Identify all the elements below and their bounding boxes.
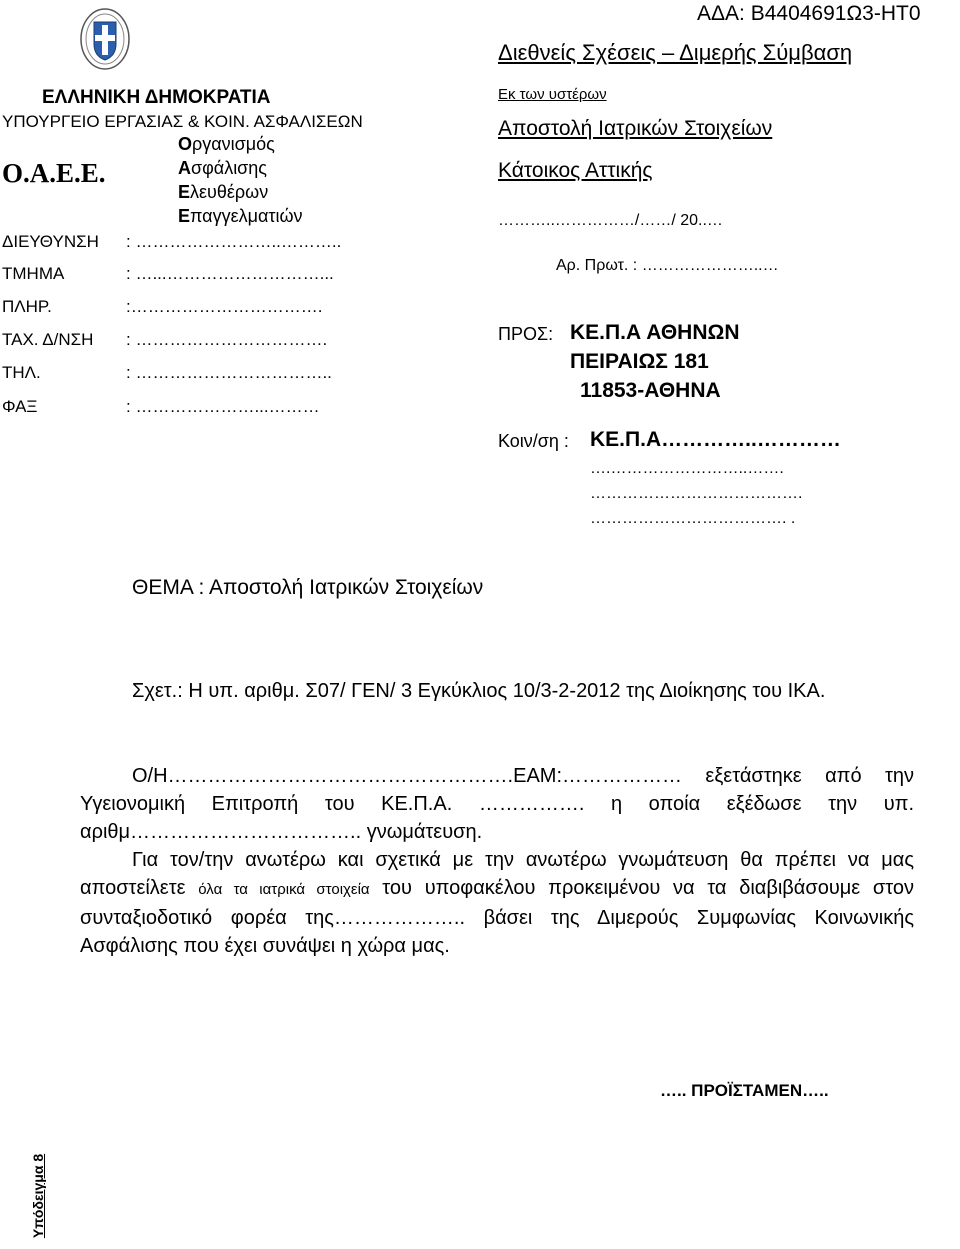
field-label-address: ΤΑΧ. Δ/ΝΣΗ bbox=[2, 330, 94, 349]
recipient-line-1: ΚΕ.Π.Α ΑΘΗΝΩΝ bbox=[570, 321, 740, 344]
cc-label: Κοιν/ση : bbox=[498, 431, 569, 451]
signature-title: ….. ΠΡΟΪΣΤΑΜΕΝ….. bbox=[660, 1081, 829, 1100]
recipient-line-2: ΠΕΙΡΑΙΩΣ 181 bbox=[570, 350, 709, 373]
field-label-department: ΤΜΗΜΑ bbox=[2, 264, 65, 283]
cc-dots-line-2: …………………………………. bbox=[590, 485, 803, 502]
ada-code: ΑΔΑ: Β4404691Ω3-ΗΤ0 bbox=[697, 2, 921, 25]
doc-subject-line: Αποστολή Ιατρικών Στοιχείων bbox=[498, 117, 773, 140]
org-initial-e2: Ε bbox=[178, 206, 191, 226]
org-name-line-4 bbox=[178, 206, 303, 227]
field-value-directorate: : ……………………..……….. bbox=[126, 232, 342, 251]
paragraph-2-small-text: όλα τα ιατρικά στοιχεία bbox=[198, 881, 370, 898]
resident-area: Κάτοικος Αττικής bbox=[498, 159, 653, 182]
letter-body bbox=[80, 762, 914, 960]
paragraph-2-part-a: Για τον/την ανωτέρω και σχετικά με την ανωτέρω γνωμάτευση θα πρέπει να μας αποστείλετε bbox=[80, 849, 914, 899]
template-side-label: Υπόδειγμα 8 bbox=[30, 1153, 46, 1239]
field-value-phone: : …………………………….. bbox=[126, 363, 332, 382]
greek-emblem-icon bbox=[80, 8, 130, 70]
org-abbreviation: Ο.Α.Ε.Ε. bbox=[2, 158, 106, 188]
field-value-department: : …...………………………... bbox=[126, 264, 334, 283]
paragraph-1: Ο/Η…………………………………………….ΕΑΜ:……………… εξετάστηκε από την Υγειονομική Επιτροπή του ΚΕ.Π.Α. ……………. η οποία εξέδωσε την υπ. αριθμ…………………………….. γνωμάτευση. bbox=[80, 765, 914, 843]
recipient-label: ΠΡΟΣ: bbox=[498, 324, 554, 344]
org-name-rest: σφάλισης bbox=[191, 158, 267, 178]
org-initial-o: Ο bbox=[178, 134, 193, 154]
org-name-line-1 bbox=[178, 134, 275, 155]
field-value-info: :……………………………. bbox=[126, 297, 323, 316]
protocol-number: Αρ. Πρωτ. : …………………..… bbox=[556, 257, 779, 274]
org-name-rest: παγγελματιών bbox=[190, 206, 303, 226]
field-label-directorate: ΔΙΕΥΘΥΝΣΗ bbox=[2, 232, 99, 251]
date-field: ………..……………/……/ 20..… bbox=[498, 212, 723, 229]
org-initial-e: Ε bbox=[178, 182, 191, 202]
state-name: ΕΛΛΗΝΙΚΗ ΔΗΜΟΚΡΑΤΙΑ bbox=[42, 87, 271, 108]
reference-text: Σχετ.: Η υπ. αριθμ. Σ07/ ΓΕΝ/ 3 Εγκύκλιος 10/3-2-2012 της Διοίκησης του ΙΚΑ. bbox=[132, 680, 826, 702]
cc-dots-line-1: ….……………………..……. bbox=[590, 460, 784, 477]
doc-category-title: Διεθνείς Σχέσεις – Διμερής Σύμβαση bbox=[498, 40, 853, 65]
ministry-name: ΥΠΟΥΡΓΕΙΟ ΕΡΓΑΣΙΑΣ & ΚΟΙΝ. ΑΣΦΑΛΙΣΕΩΝ bbox=[2, 112, 363, 131]
cc-dots-line-3: ………………………………. . bbox=[590, 510, 796, 527]
field-value-fax: : …………………...……… bbox=[126, 397, 320, 416]
org-name-line-3 bbox=[178, 182, 268, 203]
paragraph-2-part-b: του υποφακέλου προκειμένου να τα διαβιβάσουμε στον συνταξιοδοτικό φορέα της……………….. βάσει της Διμερούς Συμφωνίας Κοινωνικής Ασφάλισης που έχει συνάψει η χώρα μας. bbox=[80, 877, 914, 957]
org-name-rest: ργανισμός bbox=[192, 134, 275, 154]
doc-subtitle: Εκ των υστέρων bbox=[498, 86, 607, 103]
field-label-info: ΠΛΗΡ. bbox=[2, 297, 52, 316]
cc-value: ΚΕ.Π.Α…………..………… bbox=[590, 428, 841, 451]
field-label-phone: ΤΗΛ. bbox=[2, 363, 41, 382]
org-initial-a: Α bbox=[178, 158, 191, 178]
paragraph-2 bbox=[80, 846, 914, 960]
subject-heading: ΘΕΜΑ : Αποστολή Ιατρικών Στοιχείων bbox=[132, 576, 484, 599]
field-value-address: : ……………………………. bbox=[126, 330, 328, 349]
field-label-fax: ΦΑΞ bbox=[2, 397, 38, 416]
org-name-line-2 bbox=[178, 158, 267, 179]
org-name-rest: λευθέρων bbox=[190, 182, 269, 202]
recipient-line-3: 11853-ΑΘΗΝΑ bbox=[580, 379, 721, 402]
